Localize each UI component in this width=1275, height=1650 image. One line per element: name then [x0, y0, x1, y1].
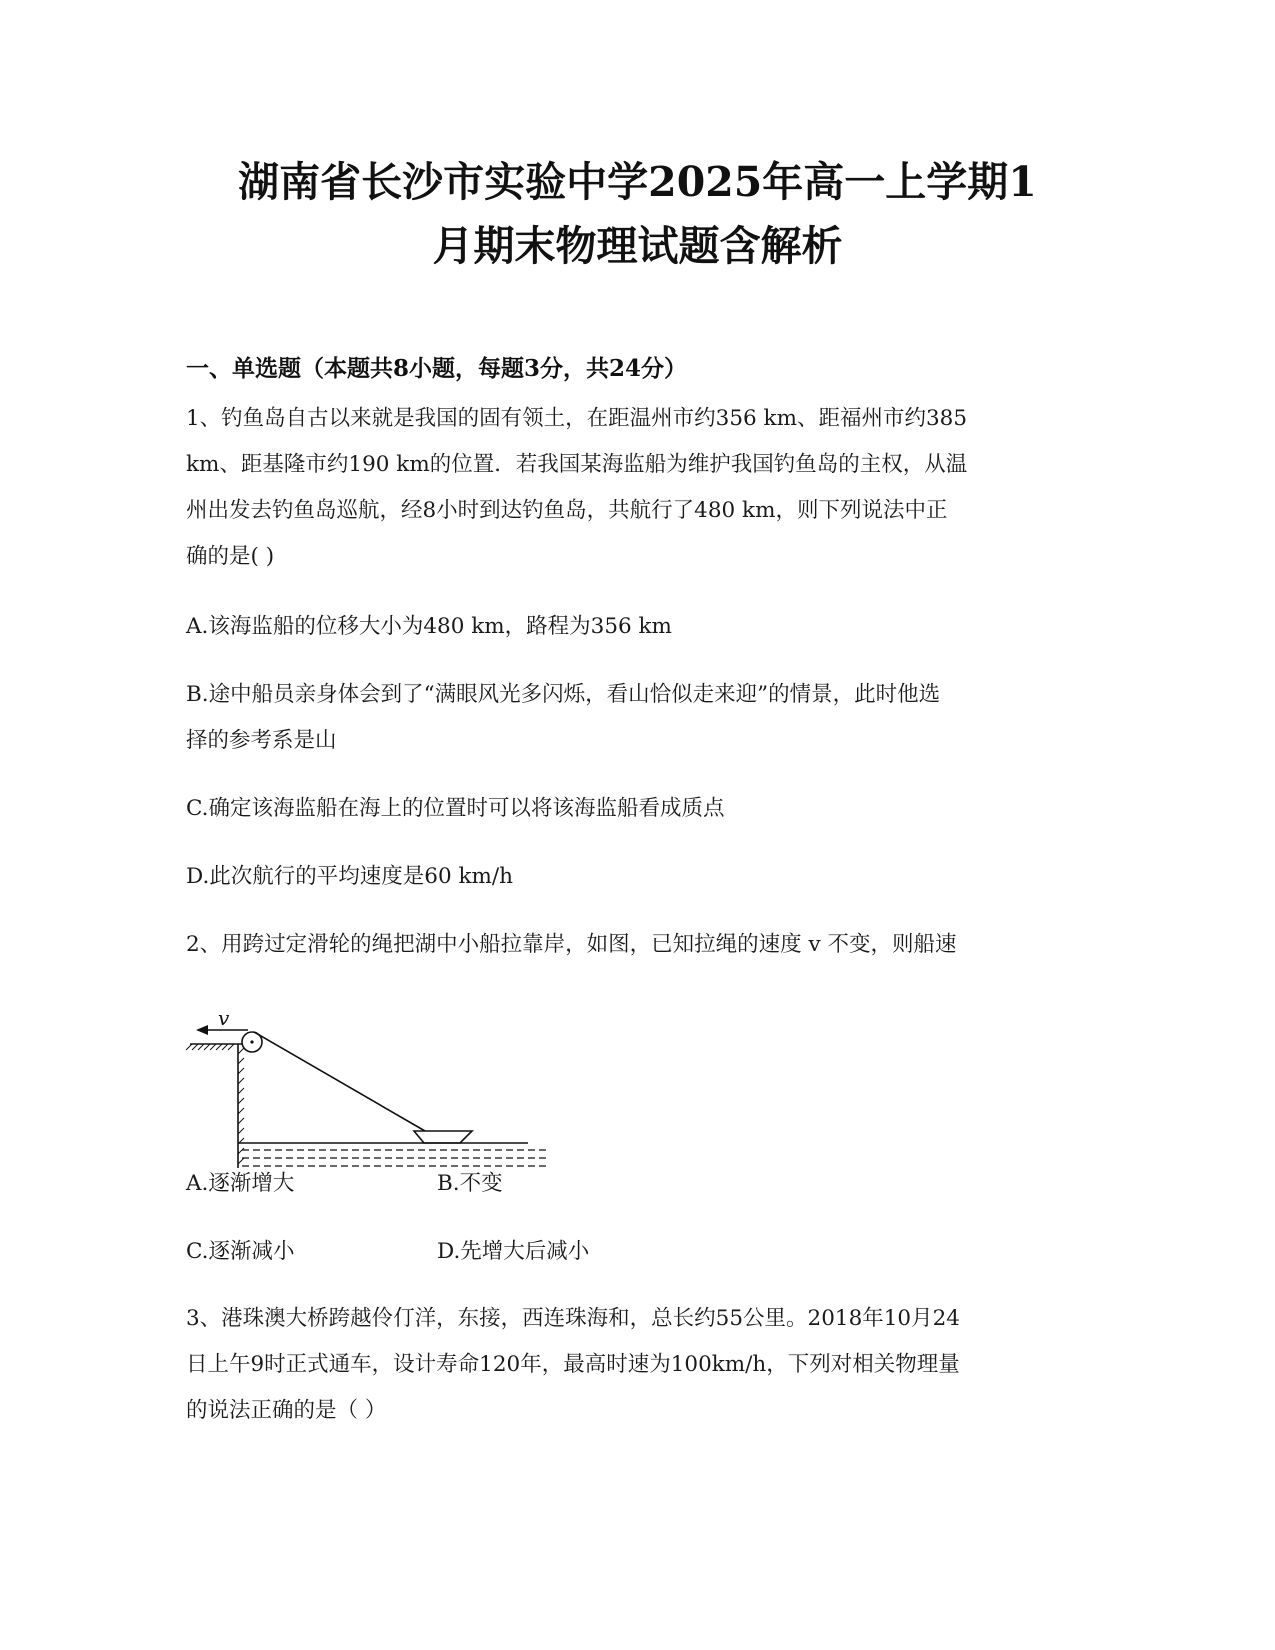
q3-stem-line-2: 日上午9时正式通车，设计寿命120年，最高时速为100km/h，下列对相关物理量	[186, 1352, 960, 1377]
q2-option-b: B.不变	[437, 1171, 503, 1196]
bank-top-hatching	[186, 1044, 234, 1050]
pulley-boat-diagram	[190, 1006, 590, 1185]
bank-wall-hatching	[238, 1048, 244, 1164]
q2-option-c: C.逐渐减小	[186, 1239, 295, 1264]
q3-stem-line-1: 3、港珠澳大桥跨越伶仃洋，东接，西连珠海和，总长约55公里。2018年10月24	[186, 1306, 960, 1331]
q2-option-a: A.逐渐增大	[186, 1171, 295, 1196]
q1-stem-line-2: km、距基隆市约190 km的位置．若我国某海监船为维护我国钓鱼岛的主权，从温	[186, 452, 968, 477]
pulley-axle	[250, 1040, 253, 1043]
rope	[254, 1032, 425, 1131]
q1-option-d: D.此次航行的平均速度是60 km/h	[186, 864, 514, 889]
q1-stem-line-4: 确的是( )	[186, 544, 275, 569]
q1-option-b-line-2: 择的参考系是山	[186, 728, 337, 753]
q1-option-a: A.该海监船的位移大小为480 km，路程为356 km	[186, 614, 672, 639]
q3-stem-line-3: 的说法正确的是（ ）	[186, 1398, 387, 1423]
section-heading: 一、单选题（本题共8小题，每题3分，共24分）	[186, 355, 688, 382]
document-title-line-1: 湖南省长沙市实验中学2025年高一上学期1	[238, 158, 1037, 206]
velocity-arrow-head	[196, 1025, 208, 1035]
q2-stem: 2、用跨过定滑轮的绳把湖中小船拉靠岸，如图，已知拉绳的速度 v 不变，则船速	[186, 932, 957, 957]
boat	[414, 1131, 472, 1143]
pulley-boat-figure	[190, 1006, 590, 1185]
q1-stem-line-1: 1、钓鱼岛自古以来就是我国的固有领土，在距温州市约356 km、距福州市约385	[186, 406, 968, 431]
q1-option-c: C.确定该海监船在海上的位置时可以将该海监船看成质点	[186, 796, 725, 821]
q1-stem-line-3: 州出发去钓鱼岛巡航，经8小时到达钓鱼岛，共航行了480 km，则下列说法中正	[186, 498, 948, 523]
q1-option-b-line-1: B.途中船员亲身体会到了“满眼风光多闪烁，看山恰似走来迎”的情景，此时他选	[186, 682, 941, 707]
document-title-line-2: 月期末物理试题含解析	[432, 222, 843, 270]
q2-option-d: D.先增大后减小	[437, 1239, 590, 1264]
velocity-label: v	[218, 1006, 230, 1030]
